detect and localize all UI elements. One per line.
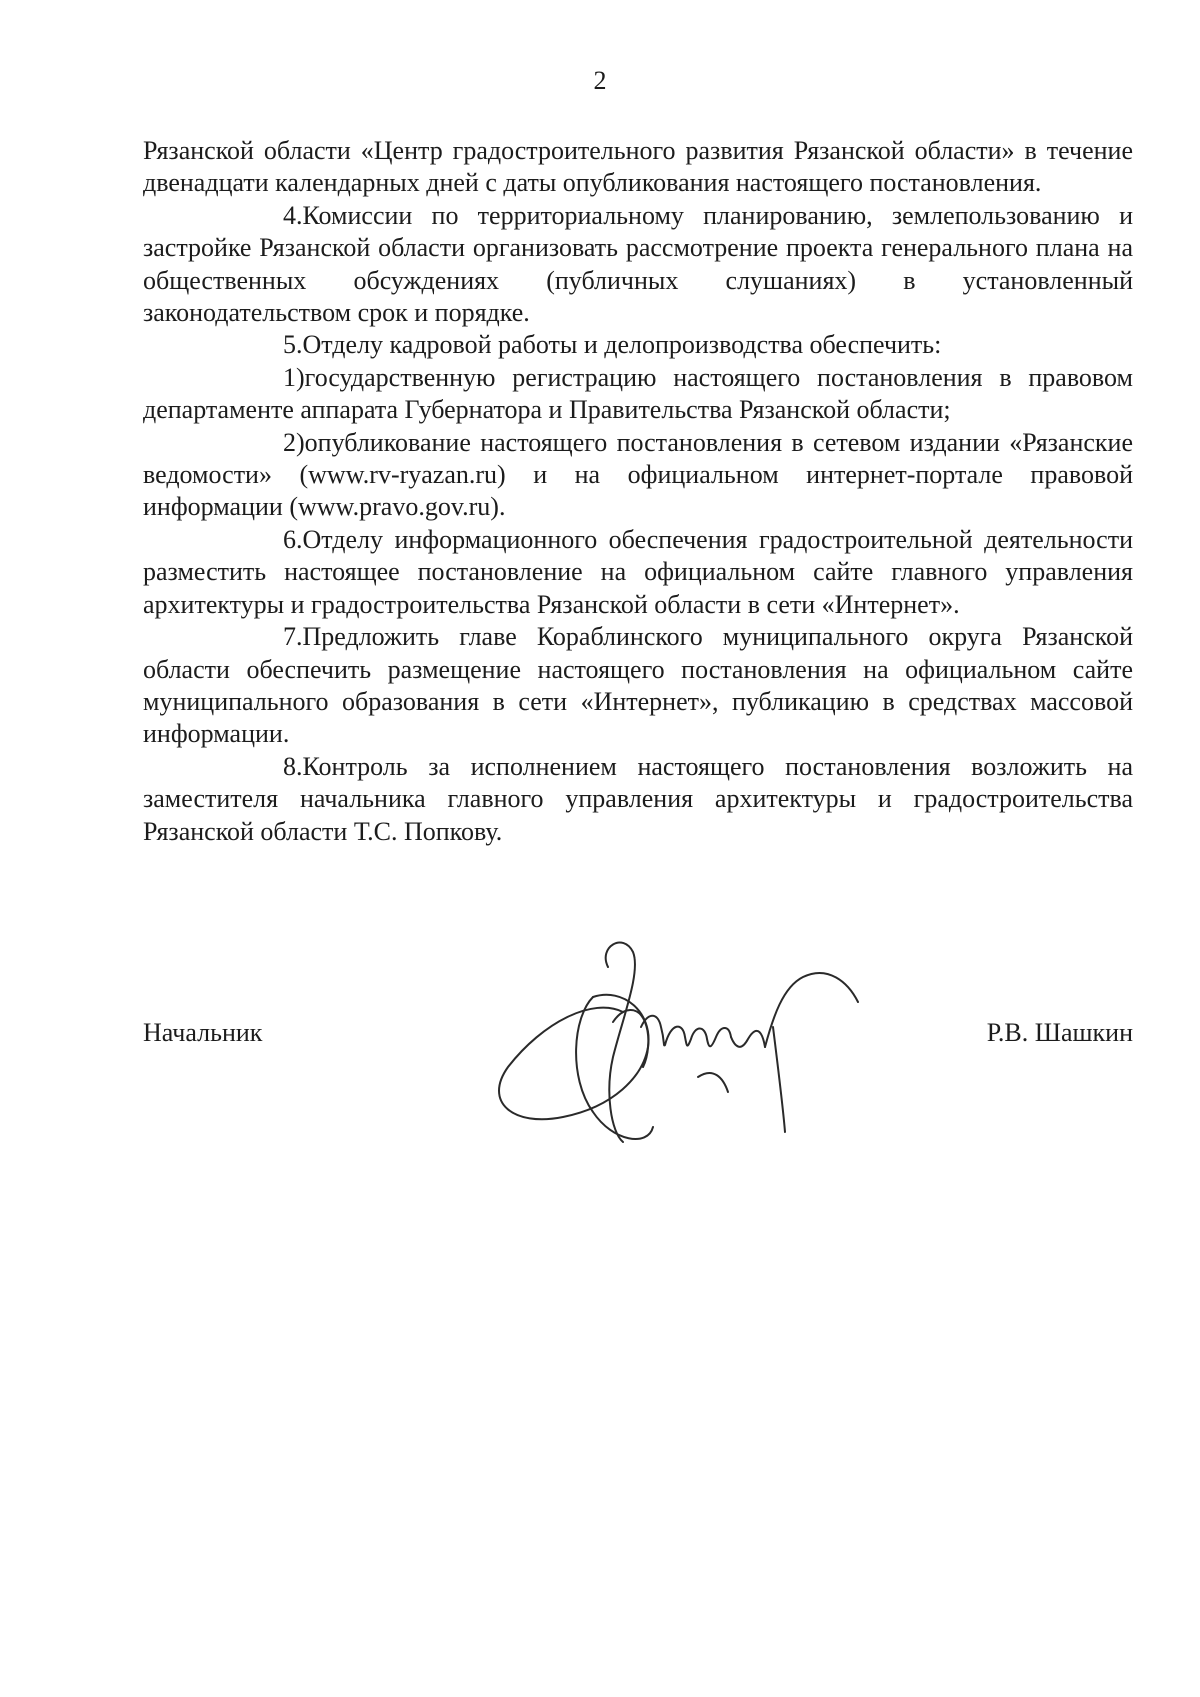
paragraph-text: Предложить главе Кораблинского муниципального округа Рязанской области обеспечить размещение настоящего постановления на официальном сайте муниципального образования в сети «Интернет», публикацию в средствах массовой информации.	[143, 622, 1133, 749]
paragraph-text: опубликование настоящего постановления в сетевом издании «Рязанские ведомости» (www.rv-ryazan.ru) и на официальном интернет-портале правовой информации (www.pravo.gov.ru).	[143, 427, 1133, 522]
paragraph-item-6	[143, 524, 1133, 621]
paragraph-text: Рязанской области «Центр градостроительного развития Рязанской области» в течение двенадцати календарных дней с даты опубликования настоящего постановления.	[143, 136, 1133, 198]
paragraph-item-4	[143, 200, 1133, 330]
item-number: 8.	[283, 751, 303, 781]
paragraph-text: Комиссии по территориальному планированию, землепользованию и застройке Рязанской области организовать рассмотрение проекта генерального плана на общественных обсуждениях (публичных слушаниях) в установленный законодательством срок и порядке.	[143, 200, 1133, 328]
paragraph-item-7	[143, 621, 1133, 751]
paragraph-subitem-2	[143, 427, 1133, 524]
item-number: 1)	[283, 362, 305, 392]
signature-block	[143, 1017, 1133, 1137]
document-body	[143, 135, 1133, 848]
item-number: 7.	[283, 622, 303, 652]
paragraph-subitem-1	[143, 362, 1133, 427]
signer-name: Р.В. Шашкин	[986, 1018, 1133, 1047]
paragraph-text: государственную регистрацию настоящего постановления в правовом департаменте аппарата Губернатора и Правительства Рязанской области;	[143, 362, 1133, 425]
paragraph-item-5	[143, 329, 1133, 361]
handwritten-signature	[473, 927, 873, 1152]
item-number: 6.	[283, 524, 303, 554]
page-number: 2	[593, 66, 607, 95]
item-number: 5.	[283, 330, 303, 360]
paragraph-text: Контроль за исполнением настоящего постановления возложить на заместителя начальника главного управления архитектуры и градостроительства Рязанской области Т.С. Попкову.	[143, 751, 1133, 846]
signer-position: Начальник	[143, 1018, 263, 1047]
paragraph-continuation	[143, 135, 1133, 200]
paragraph-text: Отделу информационного обеспечения градостроительной деятельности разместить настоящее постановление на официальном сайте главного управления архитектуры и градостроительства Рязанской области в сети «Интернет».	[143, 524, 1133, 619]
item-number: 4.	[283, 200, 303, 230]
paragraph-item-8	[143, 751, 1133, 848]
item-number: 2)	[283, 427, 305, 457]
paragraph-text: Отделу кадровой работы и делопроизводства обеспечить:	[302, 330, 942, 360]
